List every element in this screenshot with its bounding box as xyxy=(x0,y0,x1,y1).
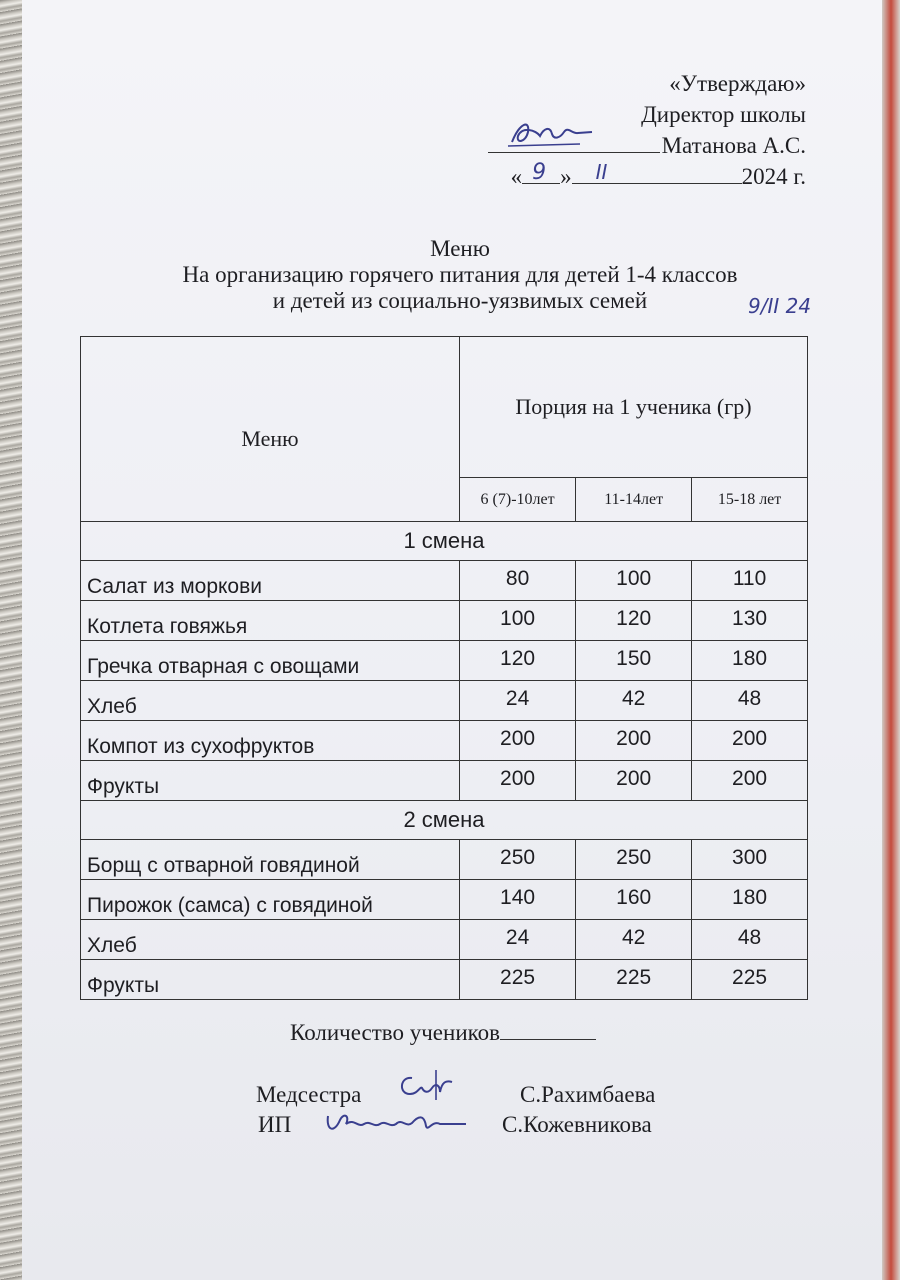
portion-value: 24 xyxy=(459,681,575,721)
students-blank xyxy=(500,1019,596,1040)
date-day: 9 xyxy=(532,160,547,185)
portion-value: 225 xyxy=(576,960,692,1000)
menu-subtitle-2: и детей из социально-уязвимых семей xyxy=(272,288,648,313)
date-year: 2024 г. xyxy=(741,164,806,189)
approval-block xyxy=(488,68,806,192)
portion-value: 200 xyxy=(576,721,692,761)
dish-name: Котлета говяжья xyxy=(81,601,460,641)
portion-value: 110 xyxy=(692,561,808,601)
portion-value: 42 xyxy=(576,920,692,960)
table-row xyxy=(81,960,808,1000)
portion-value: 160 xyxy=(576,880,692,920)
ip-label: ИП xyxy=(258,1112,292,1137)
age-header: 15-18 лет xyxy=(692,478,808,522)
table-row xyxy=(81,601,808,641)
ip-signature-icon xyxy=(320,1106,470,1142)
table-row xyxy=(81,681,808,721)
portion-value: 225 xyxy=(459,960,575,1000)
dish-name: Фрукты xyxy=(81,761,460,801)
dish-name: Хлеб xyxy=(81,920,460,960)
portion-value: 48 xyxy=(692,920,808,960)
portion-value: 200 xyxy=(459,721,575,761)
portion-value: 140 xyxy=(459,880,575,920)
table-row xyxy=(81,840,808,880)
menu-subtitle: На организацию горячего питания для детей 1-4 классов xyxy=(182,262,738,287)
shift-row xyxy=(81,522,808,561)
director-signature-icon xyxy=(506,116,596,150)
table-row xyxy=(81,721,808,761)
table-row xyxy=(81,920,808,960)
menu-table xyxy=(80,336,808,1000)
date-month: ІІ xyxy=(595,160,608,184)
portion-value: 48 xyxy=(692,681,808,721)
portion-value: 250 xyxy=(576,840,692,880)
portion-value: 42 xyxy=(576,681,692,721)
dish-name: Компот из сухофруктов xyxy=(81,721,460,761)
nurse-signature-icon xyxy=(396,1068,456,1104)
shift-row xyxy=(81,801,808,840)
nurse-name: С.Рахимбаева xyxy=(520,1082,656,1107)
age-header: 11-14лет xyxy=(576,478,692,522)
portion-value: 300 xyxy=(692,840,808,880)
director-signature xyxy=(488,132,660,153)
approver-name: Матанова А.С. xyxy=(661,133,806,158)
portion-value: 100 xyxy=(576,561,692,601)
portion-value: 250 xyxy=(459,840,575,880)
dish-name: Салат из моркови xyxy=(81,561,460,601)
dish-name: Борщ с отварной говядиной xyxy=(81,840,460,880)
portion-value: 130 xyxy=(692,601,808,641)
dish-name: Фрукты xyxy=(81,960,460,1000)
portion-value: 200 xyxy=(692,721,808,761)
nurse-label: Медсестра xyxy=(256,1082,362,1107)
portion-value: 225 xyxy=(692,960,808,1000)
portion-value: 80 xyxy=(459,561,575,601)
table-row xyxy=(81,561,808,601)
age-header: 6 (7)-10лет xyxy=(459,478,575,522)
shift-label: 1 смена xyxy=(81,522,808,561)
portion-value: 24 xyxy=(459,920,575,960)
column-header-menu: Меню xyxy=(81,337,460,522)
table-row xyxy=(81,880,808,920)
column-header-portion: Порция на 1 ученика (гр) xyxy=(459,337,807,478)
students-label: Количество учеников xyxy=(290,1020,500,1045)
portion-value: 200 xyxy=(459,761,575,801)
portion-value: 150 xyxy=(576,641,692,681)
portion-value: 120 xyxy=(576,601,692,641)
portion-value: 180 xyxy=(692,641,808,681)
shift-label: 2 смена xyxy=(81,801,808,840)
portion-value: 120 xyxy=(459,641,575,681)
approver-position: Директор школы xyxy=(641,102,806,127)
table-row xyxy=(81,761,808,801)
table-row xyxy=(81,641,808,681)
students-count xyxy=(290,1018,596,1048)
dish-name: Гречка отварная с овощами xyxy=(81,641,460,681)
portion-value: 200 xyxy=(576,761,692,801)
menu-title: Меню xyxy=(430,236,490,261)
portion-value: 180 xyxy=(692,880,808,920)
approval-date: « 9 » ІІ 2024 г. xyxy=(488,161,806,192)
portion-value: 100 xyxy=(459,601,575,641)
dish-name: Хлеб xyxy=(81,681,460,721)
handwritten-date: 9/ІІ 24 xyxy=(748,294,812,318)
portion-value: 200 xyxy=(692,761,808,801)
header-row xyxy=(81,337,808,478)
approve-heading: «Утверждаю» xyxy=(669,71,806,96)
ip-name: С.Кожевникова xyxy=(502,1112,652,1137)
dish-name: Пирожок (самса) с говядиной xyxy=(81,880,460,920)
